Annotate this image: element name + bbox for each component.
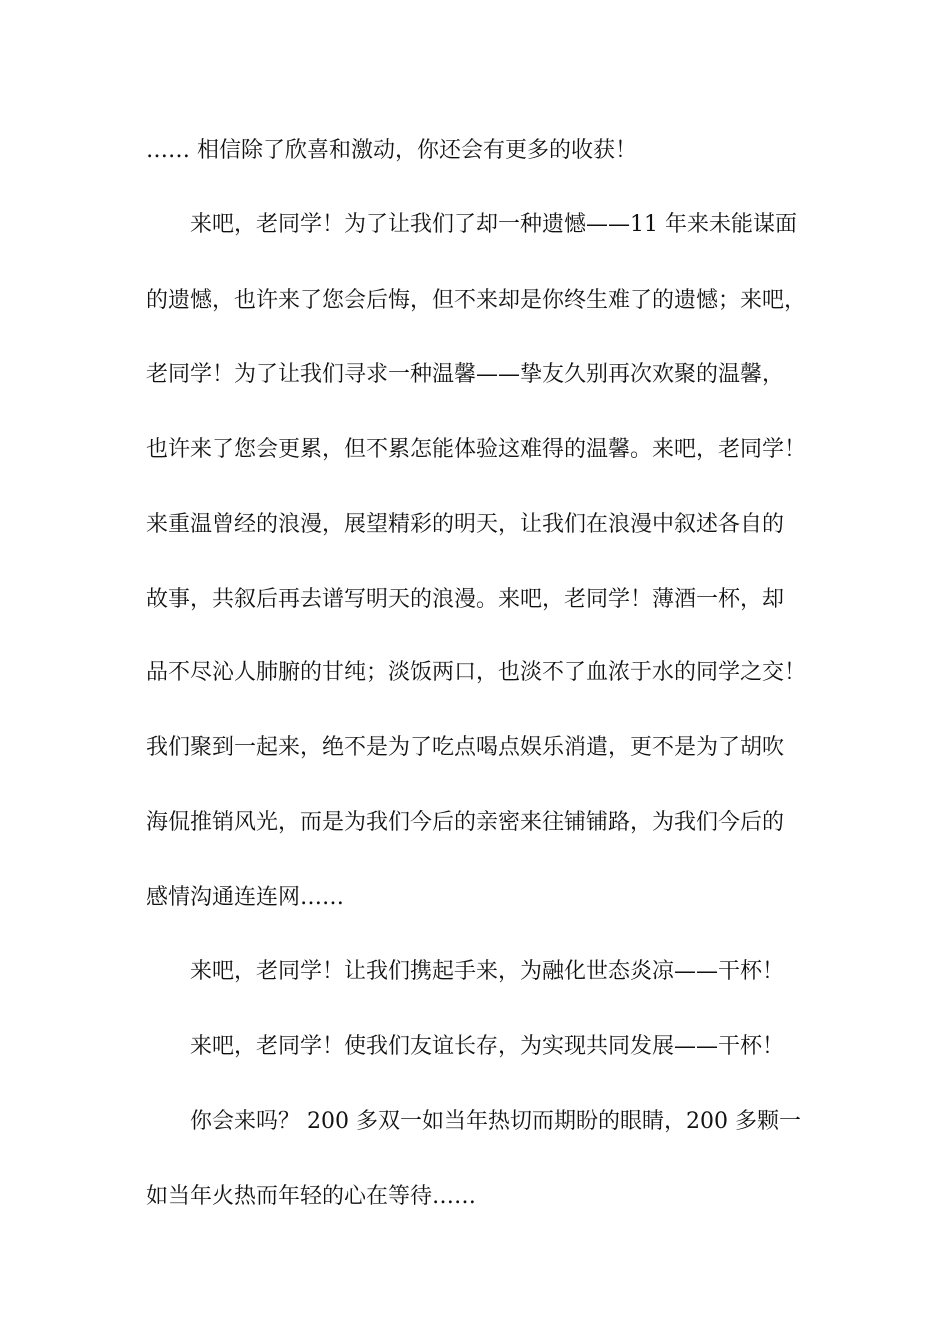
text-line-2: 来吧，老同学！为了让我们了却一种遗憾——11 年来未能谋面	[190, 212, 797, 237]
text-line-8: 品不尽沁人肺腑的甘纯；淡饭两口，也淡不了血浓于水的同学之交！	[146, 660, 807, 685]
text-line-14: 你会来吗？ 200 多双一如当年热切而期盼的眼睛，200 多颗一	[190, 1109, 801, 1134]
text-line-1: …… 相信除了欣喜和激动，你还会有更多的收获！	[146, 138, 637, 163]
text-line-7: 故事，共叙后再去谱写明天的浪漫。来吧，老同学！薄酒一杯，却	[146, 587, 785, 612]
text-line-12: 来吧，老同学！让我们携起手来，为融化世态炎凉——干杯！	[190, 959, 785, 984]
text-line-15: 如当年火热而年轻的心在等待……	[146, 1184, 477, 1209]
text-line-3: 的遗憾，也许来了您会后悔，但不来却是你终生难了的遗憾；来吧，	[146, 288, 807, 313]
text-line-10: 海侃推销风光，而是为我们今后的亲密来往铺铺路，为我们今后的	[146, 810, 785, 835]
text-line-11: 感情沟通连连网……	[146, 885, 345, 910]
text-line-4: 老同学！为了让我们寻求一种温馨——挚友久别再次欢聚的温馨，	[146, 362, 785, 387]
text-line-9: 我们聚到一起来，绝不是为了吃点喝点娱乐消遣，更不是为了胡吹	[146, 735, 785, 760]
text-line-5: 也许来了您会更累，但不累怎能体验这难得的温馨。来吧，老同学！	[146, 437, 807, 462]
text-line-6: 来重温曾经的浪漫，展望精彩的明天，让我们在浪漫中叙述各自的	[146, 512, 785, 537]
text-line-13: 来吧，老同学！使我们友谊长存，为实现共同发展——干杯！	[190, 1034, 785, 1059]
